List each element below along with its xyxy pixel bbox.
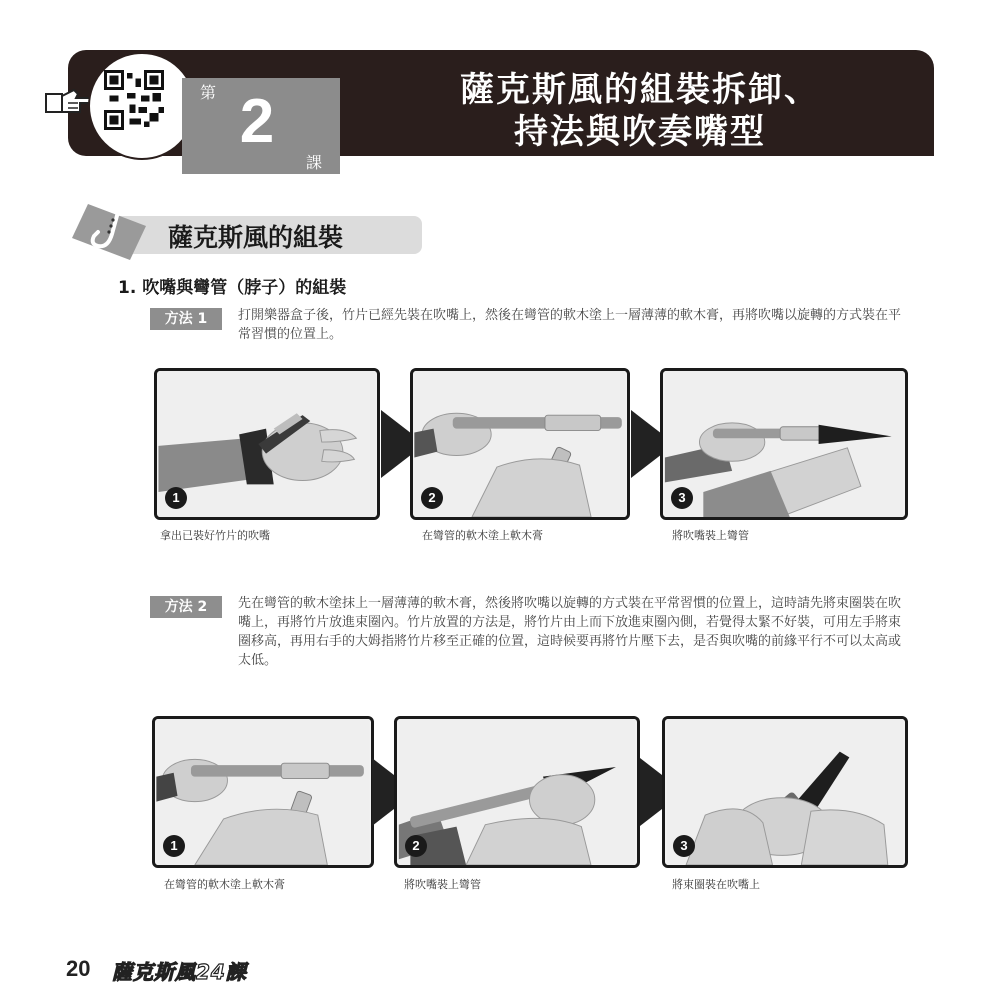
lesson-suffix: 課 — [306, 153, 323, 172]
step-badge: 1 — [163, 835, 185, 857]
method-1-photo-1 — [154, 368, 380, 520]
step-badge: 2 — [405, 835, 427, 857]
method-1-tag: 方法 1 — [150, 308, 222, 330]
ligature-illustration — [665, 719, 905, 865]
method-2-caption-1: 在彎管的軟木塗上軟木膏 — [164, 878, 285, 891]
section-title: 薩克斯風的組裝 — [168, 223, 344, 252]
method-2-tag: 方法 2 — [150, 596, 222, 618]
step-badge: 3 — [673, 835, 695, 857]
lesson-number: 2 — [239, 87, 275, 156]
step-badge: 3 — [671, 487, 693, 509]
saxophone-icon — [68, 200, 152, 264]
step-badge: 1 — [165, 487, 187, 509]
step-badge: 2 — [421, 487, 443, 509]
subsection-title: 1. 吹嘴與彎管（脖子）的組裝 — [118, 278, 347, 298]
method-2-caption-2: 將吹嘴裝上彎管 — [404, 878, 481, 891]
hand-holding-mouthpiece-illustration — [157, 371, 377, 517]
book-title-logo: 薩克斯風24課 — [112, 960, 247, 984]
method-1-caption-1: 拿出已裝好竹片的吹嘴 — [160, 529, 270, 542]
qr-code-icon[interactable] — [104, 70, 164, 130]
brand-text: SAXOPHONE — [108, 134, 174, 145]
method-2-photo-2 — [394, 716, 640, 868]
cork-grease-illustration — [155, 719, 371, 865]
method-2-caption-3: 將束圈裝在吹嘴上 — [672, 878, 760, 891]
chapter-title-line-2: 持法與吹奏嘴型 — [514, 112, 766, 152]
chapter-title-line-1: 薩克斯風的組裝拆卸、 — [460, 70, 820, 110]
method-2-text: 先在彎管的軟木塗抹上一層薄薄的軟木膏，然後將吹嘴以旋轉的方式裝在平常習慣的位置上，這時請先將束圈裝在吹嘴上，再將竹片放進束圈內。竹片放置的方法是，將竹片由上而下放進束圈內側，若覺得太緊不好裝，可用左手將束圈移高，再用右手的大姆指將竹片移至正確的位置，這時候要再將竹片壓下去，是否與吹嘴的前緣平行不可以太高或太低。 — [238, 596, 902, 668]
page-number: 20 — [66, 956, 91, 981]
cork-grease-illustration — [413, 371, 627, 517]
method-2-photo-3 — [662, 716, 908, 868]
method-1-caption-3: 將吹嘴裝上彎管 — [672, 529, 749, 542]
method-1-text: 打開樂器盒子後，竹片已經先裝在吹嘴上，然後在彎管的軟木塗上一層薄薄的軟木膏，再將吹嘴以旋轉的方式裝在平常習慣的位置上。 — [238, 308, 902, 342]
lesson-prefix: 第 — [200, 83, 217, 102]
method-2-photo-1 — [152, 716, 374, 868]
attach-mouthpiece-illustration — [663, 371, 905, 517]
method-1-photo-2 — [410, 368, 630, 520]
method-1-caption-2: 在彎管的軟木塗上軟木膏 — [422, 529, 543, 542]
attach-mouthpiece-illustration — [397, 719, 637, 865]
method-1-photo-3 — [660, 368, 908, 520]
